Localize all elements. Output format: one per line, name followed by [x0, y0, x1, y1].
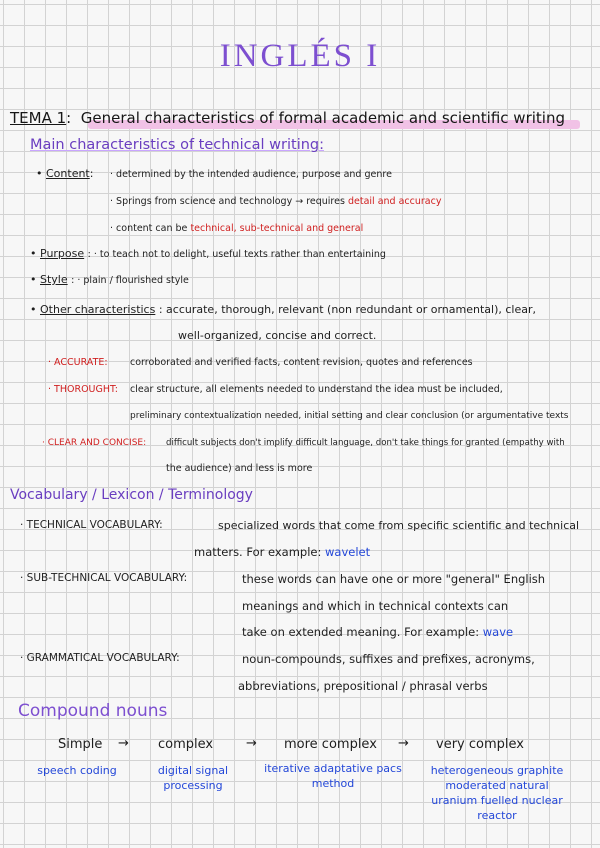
purpose-text: : · to teach not to delight, useful texts rather than entertaining	[87, 249, 386, 260]
thorough-label: · THOROUGHT:	[48, 384, 118, 395]
tema-label: TEMA 1	[10, 109, 67, 127]
tema-separator: :	[66, 109, 72, 127]
arrow-icon: →	[246, 736, 257, 751]
level-complex: complex	[158, 737, 214, 752]
arrow-icon: →	[118, 736, 129, 751]
subtechnical-vocab-example: wave	[482, 625, 514, 639]
subtechnical-vocab-text-2: meanings and which in technical contexts can	[242, 599, 509, 613]
technical-vocab-text-2: matters. For example: wavelet	[194, 545, 371, 559]
technical-vocab-text-1: specialized words that come from specific scientific and technical	[218, 519, 580, 532]
level-more-complex: more complex	[284, 737, 377, 752]
other-label: Other characteristics	[40, 303, 156, 316]
content-point-3: · content can be technical, sub-technical and general	[110, 223, 364, 234]
example-very-complex: heterogeneous graphite moderated natural uranium fuelled nuclear reactor	[430, 764, 564, 822]
accurate-label: · ACCURATE:	[48, 357, 108, 368]
content-item: • Content:	[36, 167, 94, 180]
other-text-continued: well-organized, concise and correct.	[178, 329, 377, 342]
clear-concise-label: · CLEAR AND CONCISE:	[42, 438, 147, 448]
clear-concise-text-2: the audience) and less is more	[166, 463, 313, 474]
other-text: : accurate, thorough, relevant (non redundant or ornamental), clear,	[158, 303, 536, 316]
style-label: Style	[40, 273, 68, 286]
content-point-2-highlight: detail and accuracy	[347, 196, 442, 207]
level-simple: Simple	[58, 737, 103, 752]
technical-vocab-label: · TECHNICAL VOCABULARY:	[20, 519, 163, 531]
content-point-1: · determined by the intended audience, purpose and genre	[110, 169, 392, 180]
accurate-text: corroborated and verified facts, content revision, quotes and references	[130, 357, 473, 368]
purpose-label: Purpose	[40, 247, 85, 260]
thorough-text-1: clear structure, all elements needed to understand the idea must be included,	[130, 384, 503, 395]
compound-nouns-heading: Compound nouns	[18, 701, 168, 721]
grammatical-vocab-text-1: noun-compounds, suffixes and prefixes, acronyms,	[242, 652, 535, 666]
main-characteristics-heading: Main characteristics of technical writing:	[30, 137, 325, 153]
tema-heading	[10, 110, 565, 127]
other-item: • Other characteristics : accurate, thorough, relevant (non redundant or ornamental), clear,	[30, 303, 536, 316]
vocabulary-heading: Vocabulary / Lexicon / Terminology	[10, 487, 253, 503]
purpose-item: • Purpose : · to teach not to delight, useful texts rather than entertaining	[30, 247, 386, 260]
level-very-complex: very complex	[436, 737, 524, 752]
technical-vocab-example: wavelet	[325, 545, 371, 559]
tema-text: General characteristics of formal academic and scientific writing	[80, 109, 565, 127]
subtechnical-vocab-text-3: take on extended meaning. For example: wave	[242, 625, 514, 639]
arrow-icon: →	[398, 736, 409, 751]
content-label: Content	[46, 167, 90, 180]
example-more-complex: iterative adaptative pacs method	[264, 762, 402, 790]
example-complex: digital signal processing	[157, 764, 229, 792]
style-item: • Style : · plain / flourished style	[30, 273, 189, 286]
thorough-text-2: preliminary contextualization needed, initial setting and clear conclusion (or argumentative texts	[130, 411, 569, 421]
content-point-2: · Springs from science and technology → requires detail and accuracy	[110, 196, 442, 207]
grammatical-vocab-label: · GRAMMATICAL VOCABULARY:	[20, 652, 180, 664]
subtechnical-vocab-label: · SUB-TECHNICAL VOCABULARY:	[20, 572, 188, 584]
grammatical-vocab-text-2: abbreviations, prepositional / phrasal verbs	[238, 679, 488, 693]
example-simple: speech coding	[37, 764, 117, 777]
subtechnical-vocab-text-1: these words can have one or more "general" English	[242, 572, 546, 586]
content-point-3-highlight: technical, sub-technical and general	[190, 223, 364, 234]
style-text: : · plain / flourished style	[71, 275, 189, 286]
page-title: INGLÉS I	[219, 38, 381, 74]
clear-concise-text-1: difficult subjects don't implify difficult language, don't take things for granted (empathy with	[166, 438, 565, 448]
